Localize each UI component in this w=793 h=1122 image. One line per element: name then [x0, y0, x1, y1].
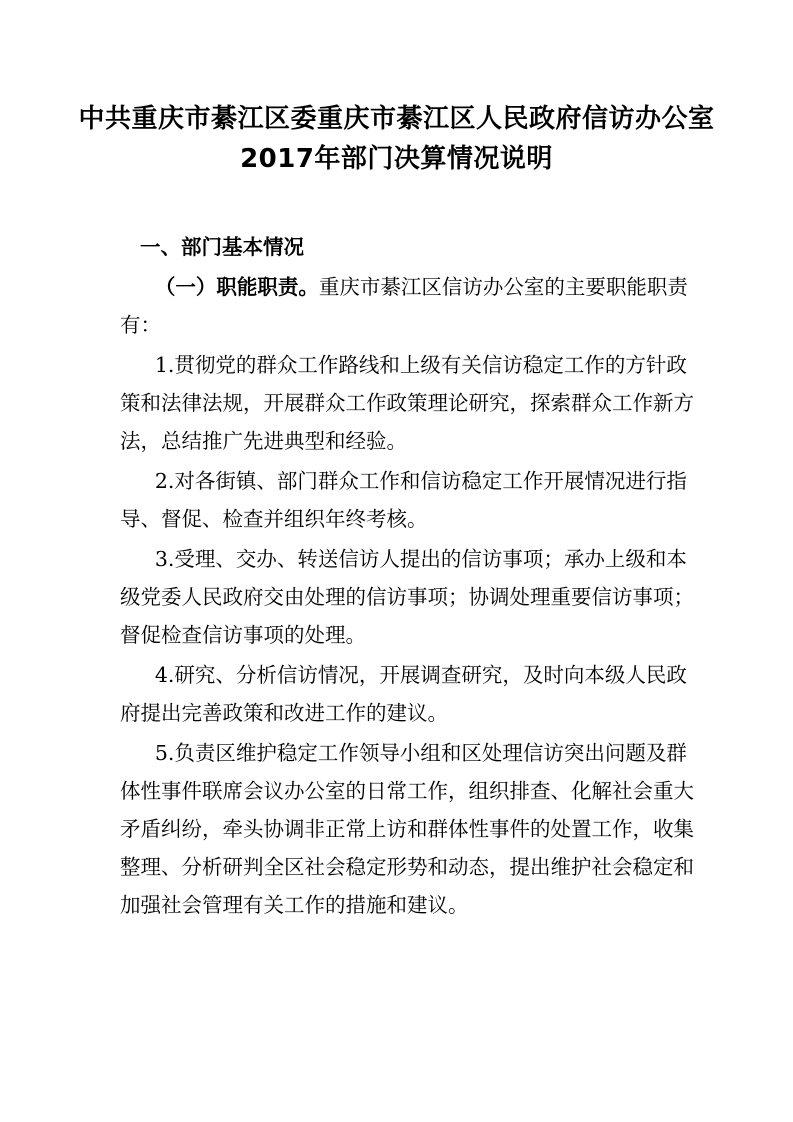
- document-title-line-1: 中共重庆市綦江区委重庆市綦江区人民政府信访办公室: [78, 104, 715, 134]
- duty-item-3: 3.受理、交办、转送信访人提出的信访事项；承办上级和本级党委人民政府交由处理的信访事项；协调处理重要信访事项；督促检查信访事项的处理。: [120, 547, 694, 647]
- subsection-text: 重庆市綦江区信访办公室的主要职能职责有：: [120, 275, 688, 337]
- subsection-paragraph: [120, 268, 700, 344]
- duty-item-4: 4.研究、分析信访情况，开展调查研究，及时向本级人民政府提出完善政策和改进工作的建议。: [120, 663, 687, 725]
- document-title-line-2: 2017年部门决算情况说明: [240, 144, 553, 174]
- duty-item-1: 1.贯彻党的群众工作路线和上级有关信访稳定工作的方针政策和法律法规，开展群众工作政策理论研究，探索群众工作新方法，总结推广先进典型和经验。: [120, 353, 694, 453]
- duty-item-5: 5.负责区维护稳定工作领导小组和区处理信访突出问题及群体性事件联席会议办公室的日常工作，组织排查、化解社会重大矛盾纠纷，牵头协调非正常上访和群体性事件的处置工作，收集整理、分析研判全区社会稳定形势和动态，提出维护社会稳定和加强社会管理有关工作的措施和建议。: [120, 741, 694, 917]
- duty-item-2: 2.对各街镇、部门群众工作和信访稳定工作开展情况进行指导、督促、检查并组织年终考核。: [120, 469, 687, 531]
- document-body: [120, 228, 700, 924]
- subsection-heading: （一）职能职责。: [154, 275, 319, 299]
- section-heading: 一、部门基本情况: [140, 235, 304, 259]
